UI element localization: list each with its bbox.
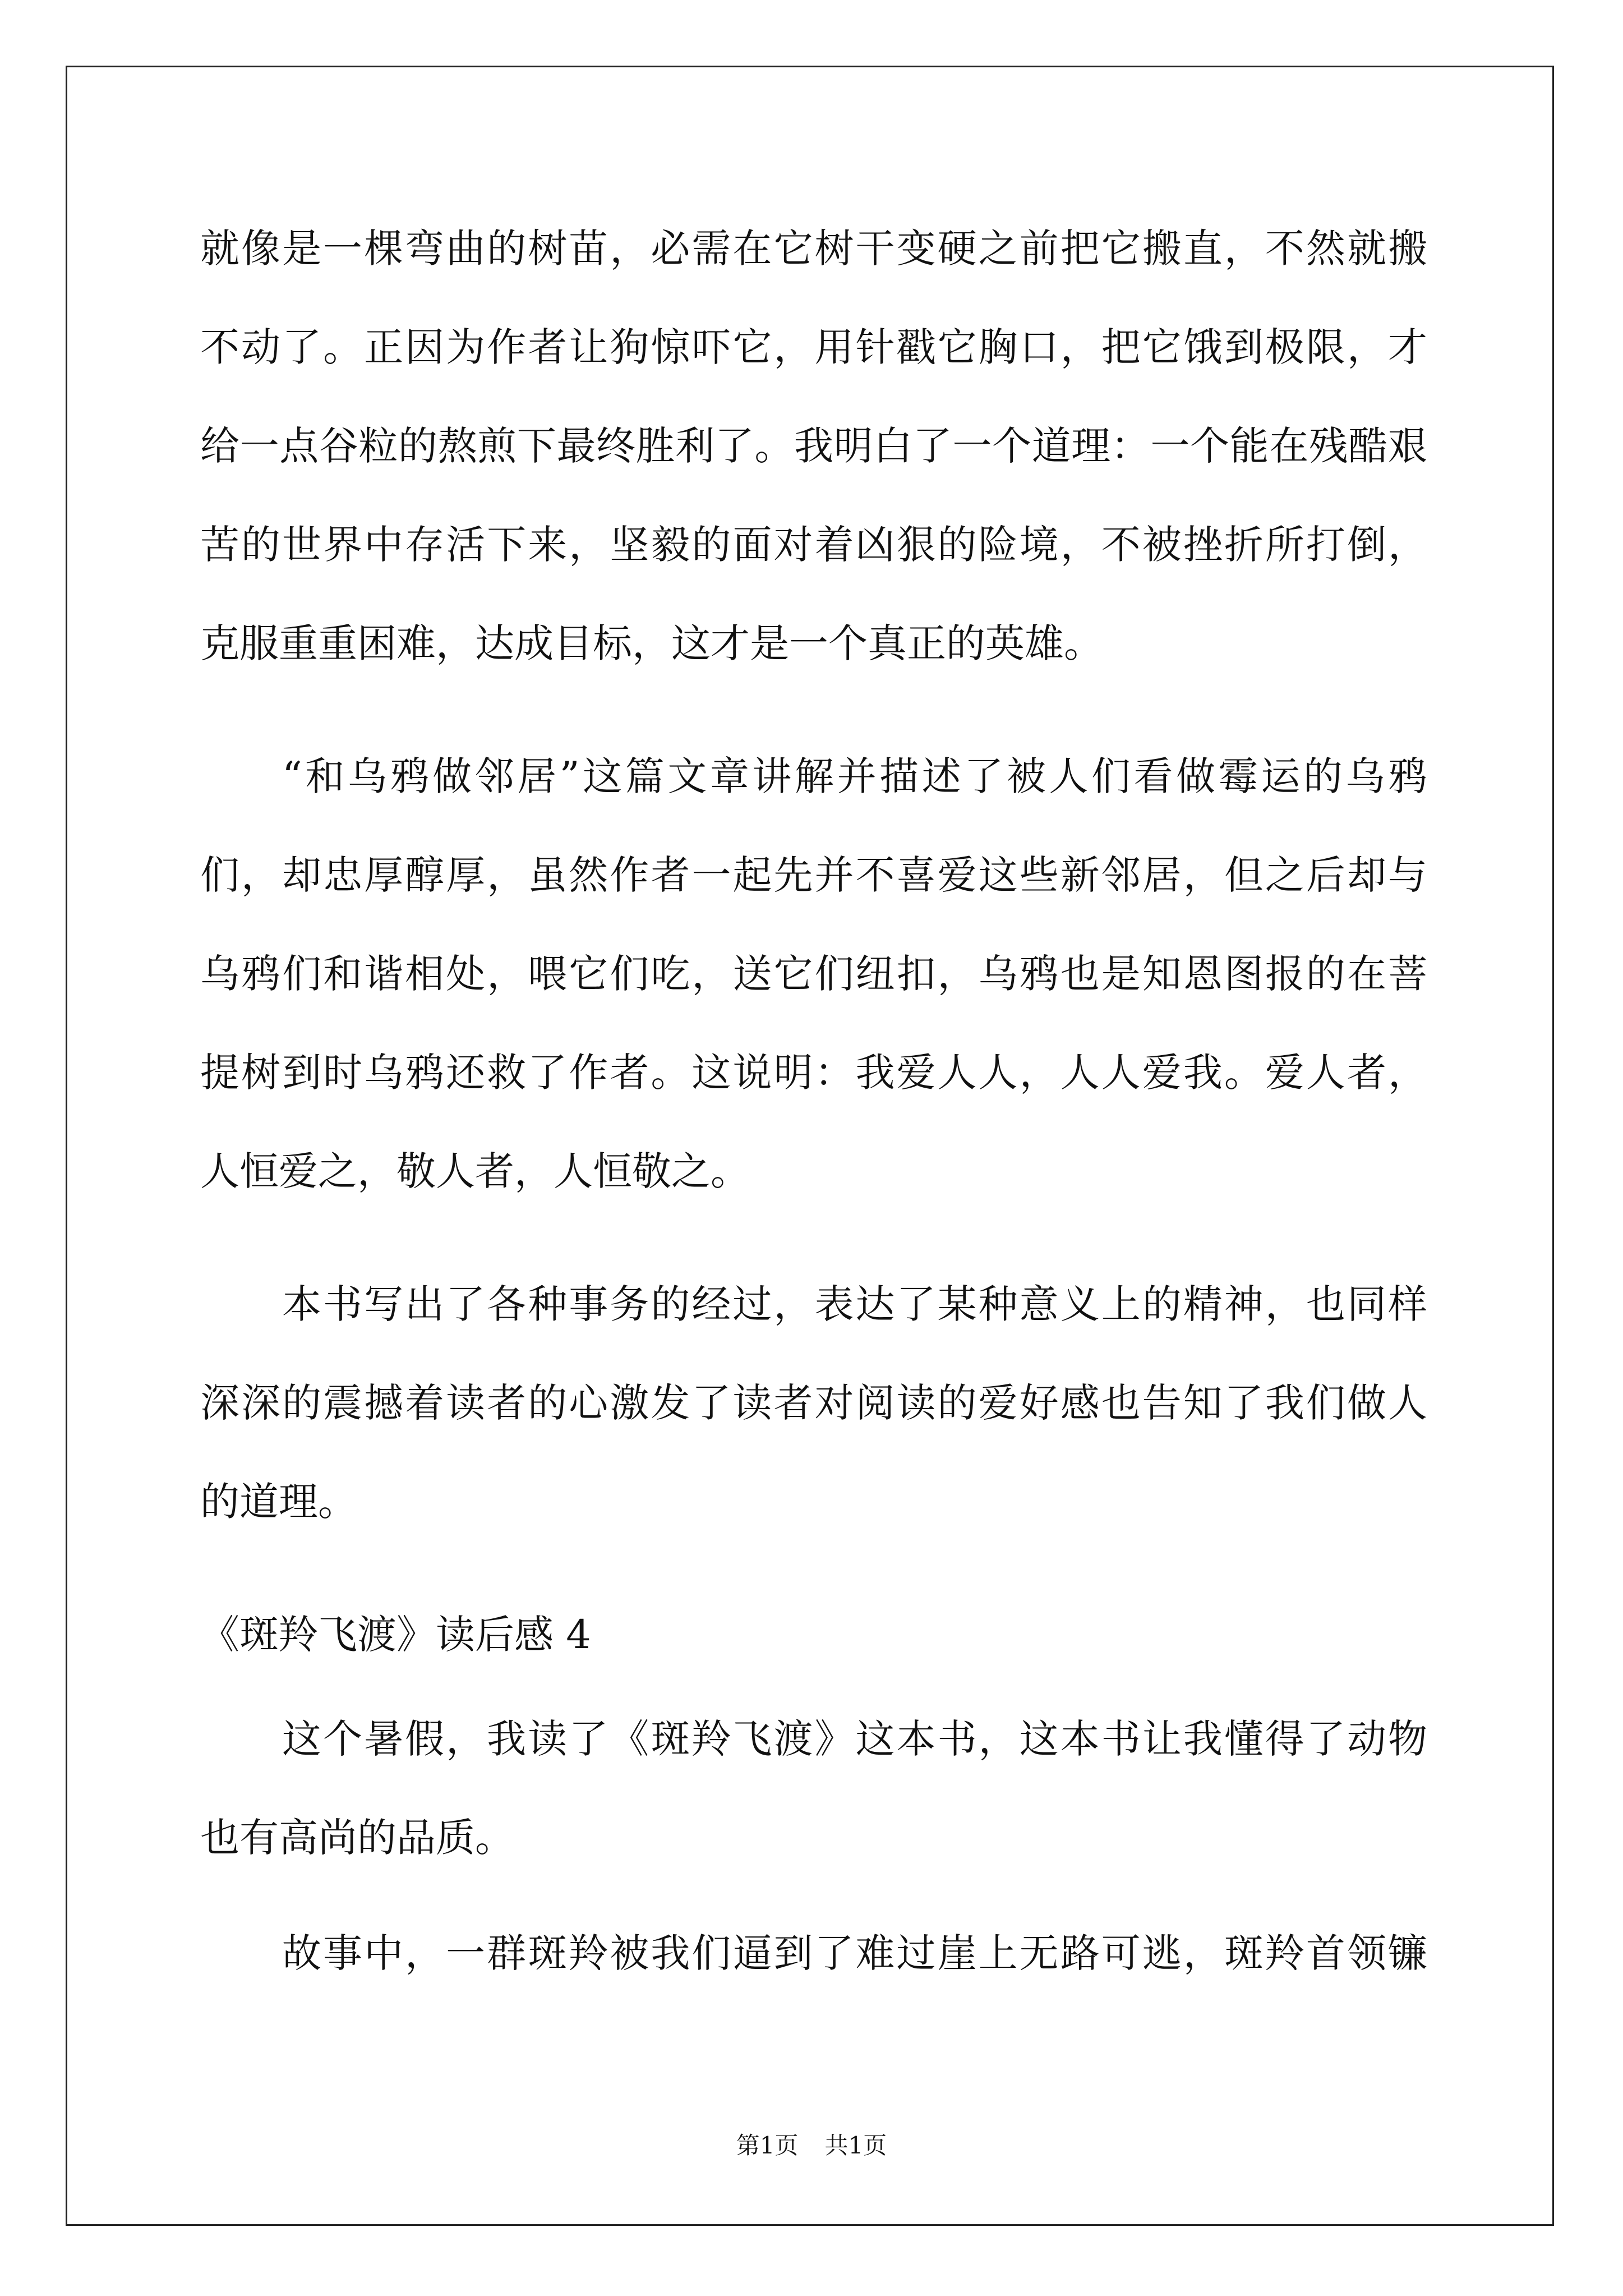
text-line: 也有高尚的品质。 [200,1815,514,1861]
paragraph [200,1904,1427,2003]
paragraph [200,727,1427,1221]
text-line: 故事中，一群斑羚被我们逼到了难过崖上无路可逃，斑羚首领镰 [282,1930,1427,1976]
text-line: 的道理。 [200,1479,357,1525]
page-total: 共1页 [824,2132,887,2159]
text-line: 这个暑假，我读了《斑羚飞渡》这本书，这本书让我懂得了动物 [282,1716,1427,1762]
paragraph [200,1255,1427,1551]
text-line: 们，却忠厚醇厚，虽然作者一起先并不喜爱这些新邻居，但之后却与 [200,852,1427,898]
text-line: 给一点谷粒的熬煎下最终胜利了。我明白了一个道理：一个能在残酷艰 [200,423,1427,469]
document-body [200,199,1427,2003]
text-line: 提树到时乌鸦还救了作者。这说明：我爱人人，人人爱我。爱人者， [200,1050,1427,1096]
text-line: 乌鸦们和谐相处，喂它们吃，送它们纽扣，乌鸦也是知恩图报的在菩 [200,951,1427,997]
text-line: 就像是一棵弯曲的树苗，必需在它树干变硬之前把它搬直，不然就搬 [200,226,1427,272]
page-footer [0,2132,1623,2160]
section-heading: 《斑羚飞渡》读后感 4 [200,1612,591,1658]
text-line: 人恒爱之，敬人者，人恒敬之。 [200,1148,750,1194]
text-line: “和乌鸦做邻居”这篇文章讲解并描述了被人们看做霉运的乌鸦 [282,753,1427,799]
text-line: 不动了。正因为作者让狗惊吓它，用针戳它胸口，把它饿到极限，才 [200,324,1427,370]
paragraph [200,1690,1427,1887]
paragraph [200,199,1427,693]
text-line: 本书写出了各种事务的经过，表达了某种意义上的精神，也同样 [282,1281,1427,1327]
text-line: 苦的世界中存活下来，坚毅的面对着凶狠的险境，不被挫折所打倒， [200,522,1427,568]
text-line: 克服重重困难，达成目标，这才是一个真正的英雄。 [200,620,1103,666]
text-line: 深深的震撼着读者的心激发了读者对阅读的爱好感也告知了我们做人 [200,1380,1427,1426]
page-number: 第1页 [736,2132,799,2159]
